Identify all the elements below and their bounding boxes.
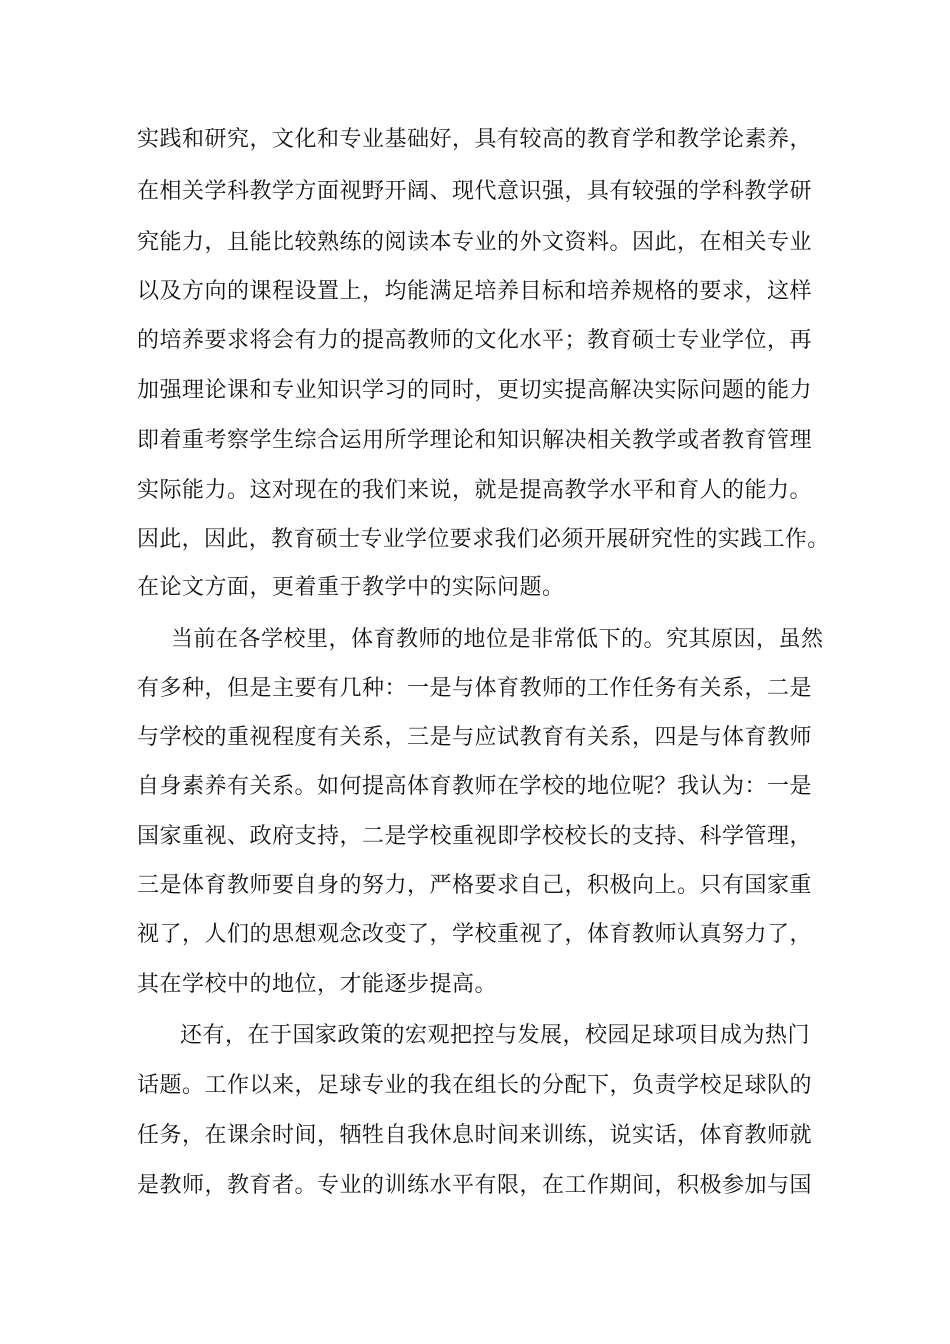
text-line: 其在学校中的地位，才能逐步提高。 xyxy=(137,972,498,997)
text-line: 话题。工作以来，足球专业的我在组长的分配下，负责学校足球队的 xyxy=(137,1073,813,1098)
text-line: 加强理论课和专业知识学习的同时，更切实提高解决实际问题的能力 xyxy=(137,378,813,403)
text-line: 实践和研究，文化和专业基础好，具有较高的教育学和教学论素养， xyxy=(137,127,813,152)
text-line: 国家重视、政府支持，二是学校重视即学校校长的支持、科学管理， xyxy=(137,824,813,849)
text-line: 有多种，但是主要有几种：一是与体育教师的工作任务有关系，二是 xyxy=(137,676,813,701)
text-line: 自身素养有关系。如何提高体育教师在学校的地位呢？我认为：一是 xyxy=(137,774,813,799)
text-line: 在相关学科教学方面视野开阔、现代意识强，具有较强的学科教学研 xyxy=(137,179,813,204)
text-line: 还有，在于国家政策的宏观把控与发展，校园足球项目成为热门 xyxy=(180,1023,811,1048)
text-line: 的培养要求将会有力的提高教师的文化水平；教育硕士专业学位，再 xyxy=(137,328,813,353)
text-line: 与学校的重视程度有关系，三是与应试教育有关系，四是与体育教师 xyxy=(137,725,813,750)
text-line: 当前在各学校里，体育教师的地位是非常低下的。究其原因，虽然 xyxy=(171,627,824,652)
text-line: 三是体育教师要自身的努力，严格要求自己，积极向上。只有国家重 xyxy=(137,873,813,898)
text-line: 在论文方面，更着重于教学中的实际问题。 xyxy=(137,575,565,600)
text-line: 视了，人们的思想观念改变了，学校重视了，体育教师认真努力了， xyxy=(137,922,813,947)
text-line: 因此，因此，教育硕士专业学位要求我们必须开展研究性的实践工作。 xyxy=(137,527,830,552)
text-line: 即着重考察学生综合运用所学理论和知识解决相关教学或者教育管理 xyxy=(137,428,813,453)
text-line: 任务，在课余时间，牺牲自我休息时间来训练，说实话，体育教师就 xyxy=(137,1123,813,1148)
text-line: 究能力，且能比较熟练的阅读本专业的外文资料。因此，在相关专业 xyxy=(137,230,813,255)
text-line: 实际能力。这对现在的我们来说，就是提高教学水平和育人的能力。 xyxy=(137,478,813,503)
text-line: 是教师，教育者。专业的训练水平有限，在工作期间，积极参加与国 xyxy=(137,1173,813,1198)
text-line: 以及方向的课程设置上，均能满足培养目标和培养规格的要求，这样 xyxy=(137,279,813,304)
